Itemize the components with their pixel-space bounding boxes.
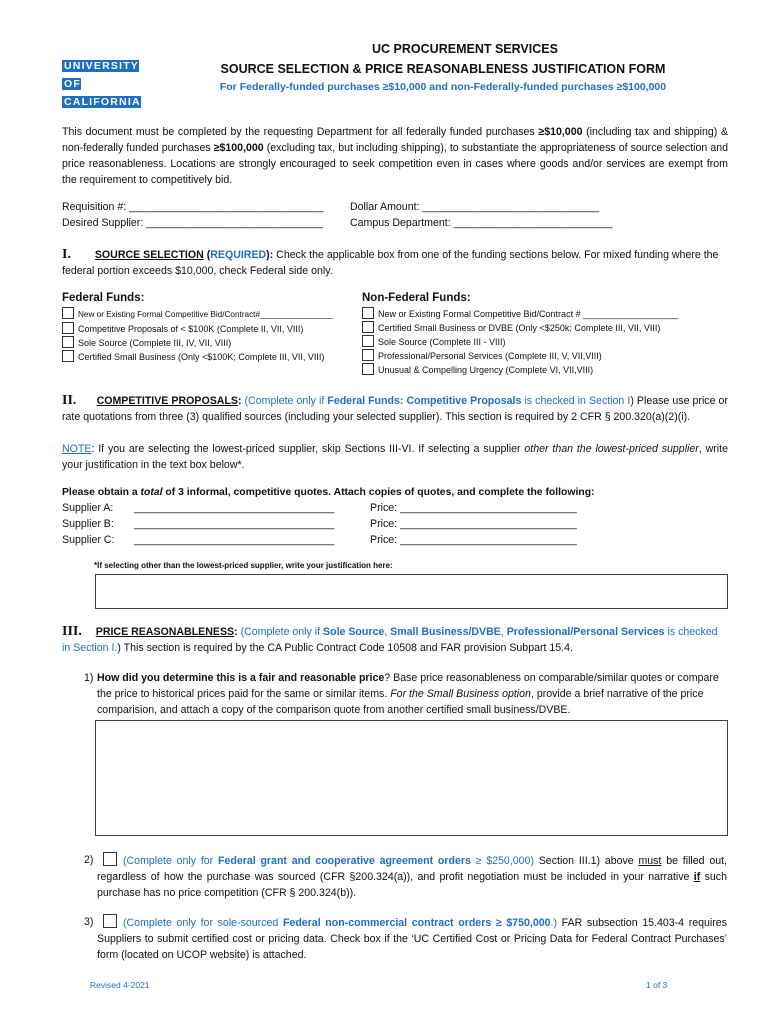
q2-text-e: be filled out, regardless of how the purchase was sourced (CFR §200.324(a)), and profit negotiation must be included in your narrative [97,855,728,883]
logo-line-2: OF [64,78,81,90]
supplier-b-field[interactable]: __________________________________ [134,518,335,530]
nonfederal-option-label: Sole Source (Complete III - VIII) [378,337,506,347]
nonfederal-option-label: Professional/Personal Services (Complete III, V, VII,VIII) [378,351,602,361]
federal-option-label: Certified Small Business (Only <$100K; Complete III, VII, VIII) [78,352,325,362]
section-3-cond-b: Sole Source [323,626,385,638]
section-2-heading [62,393,728,425]
q2-must: must [638,855,662,867]
q3-text-c: .) [550,917,558,929]
intro-threshold-nonfederal: ≥$100,000 [213,142,264,154]
supplier-a-field[interactable]: __________________________________ [134,502,335,514]
logo-line-1: UNIVERSITY [64,60,140,72]
nonfederal-option-urgency[interactable] [362,363,732,377]
section-1-text: Check the applicable box from one of the funding sections below. For mixed funding where the federal portion exceeds $10,000, check Federal side only. [62,249,719,277]
section-2-title: COMPETITIVE PROPOSALS [96,395,238,407]
q3-text-d: FAR subsection 15.403-4 requires Suppliers to submit certified cost or pricing data. Check box if the ‘UC Certified Cost or Pricing Data for Federal Contract Purchases’ form (located on UCOP website) is attached. [97,917,727,961]
supplier-a-label: Supplier A: [62,502,114,514]
section-1-heading [62,247,728,279]
note-text-c: , write your justification in the text box below*. [62,443,728,471]
requisition-field[interactable]: Requisition #: _________________________________ [62,201,324,213]
q2-text-d: Section III.1) above [533,855,639,867]
section-2-number: II. [62,393,77,408]
q1-bold: How did you determine this is a fair and reasonable price [97,672,385,684]
section-2-note [62,441,728,473]
q2-if: if [693,871,701,883]
nonfederal-option-label: New or Existing Formal Competitive Bid/Contract # ___________________ [378,309,679,319]
footer-revised: Revised 4-2021 [90,980,150,990]
q1-italic: For the Small Business option [390,688,531,700]
supplier-c-field[interactable]: __________________________________ [134,534,335,546]
section-1-required: REQUIRED [210,249,267,261]
federal-option-label: Competitive Proposals of < $100K (Complete II, VII, VIII) [78,324,304,334]
section-3-heading [62,624,728,656]
header-subtitle: For Federally-funded purchases ≥$10,000 and non-Federally-funded purchases ≥$100,000 [219,81,667,93]
header-title-2: SOURCE SELECTION & PRICE REASONABLENESS JUSTIFICATION FORM [220,62,666,76]
justification-text-box[interactable] [95,574,728,609]
checkbox-icon[interactable] [362,335,374,347]
section-1-title: SOURCE SELECTION [94,249,204,261]
obtain-text-c: of 3 informal, competitive quotes. Attach copies of quotes, and complete the following: [162,487,595,498]
price-reasonableness-text-box[interactable] [95,720,728,836]
federal-option-competitive-proposals[interactable] [62,322,362,336]
section-3-text: This section is required by the CA Public Contract Code 10508 and FAR provision Subpart 15.4. [120,642,573,654]
checkbox-icon[interactable] [62,336,74,348]
checkbox-icon[interactable] [62,307,74,319]
note-text-a: : If you are selecting the lowest-priced supplier, skip Sections III-VI. If selecting a supplier [91,443,525,455]
q1-number: 1) [84,672,94,684]
section-3-cond-d: Small Business/DVBE [390,626,501,638]
supplier-b-label: Supplier B: [62,518,114,530]
price-a-field[interactable]: Price: ______________________________ [370,502,577,514]
q1-text [97,670,727,718]
intro-paragraph [62,124,728,188]
intro-text-c: (including tax and shipping) & non-federally funded purchases [62,126,728,154]
nonfederal-option-formal-bid[interactable] [362,307,732,321]
section-2-colon: : [237,395,245,407]
section-3-cond-c: , [384,626,391,638]
q3-checkbox[interactable] [103,914,117,928]
intro-threshold-federal: ≥$10,000 [538,126,583,138]
q2-text-c: ≥ $250,000) [470,855,534,867]
dollar-amount-field[interactable]: Dollar Amount: ______________________________ [350,201,600,213]
obtain-text-a: Please obtain a [62,487,141,498]
section-1-number: I. [62,247,71,262]
q3-text-a: (Complete only for sole-sourced [123,917,283,929]
section-3-cond-f: Professional/Personal Services [506,626,665,638]
q2-number: 2) [84,854,94,866]
campus-department-field[interactable]: Campus Department: ___________________________ [350,217,613,229]
federal-option-label: New or Existing Formal Competitive Bid/Contract#________________ [78,310,333,319]
section-2-condition-a: (Complete only if [244,395,328,407]
federal-option-formal-bid[interactable] [62,307,362,322]
obtain-quotes-instruction [62,485,732,501]
section-3-colon: : [234,626,241,638]
nonfederal-funds-title: Non-Federal Funds: [362,292,471,304]
price-c-field[interactable]: Price: ______________________________ [370,534,577,546]
q2-checkbox[interactable] [103,852,117,866]
checkbox-icon[interactable] [362,307,374,319]
section-2-text: Please use price or rate quotations from three (3) qualified sources (including your selected supplier). This section is required by 2 CFR § 200.320(a)(2)(i). [62,395,728,423]
federal-funds-title: Federal Funds: [62,292,145,304]
section-3-number: III. [62,624,82,639]
section-1-close: ): [266,249,274,261]
note-text-b: other than the lowest-priced supplier [524,443,699,455]
q1-text-a: ? Base price reasonableness on comparable/similar quotes or compare the price to historical prices paid for the same or similar items. [97,672,719,700]
section-1-open: ( [203,249,211,261]
section-3-cond-e: , [500,626,507,638]
checkbox-icon[interactable] [62,322,74,334]
q3-text [97,914,727,963]
price-b-field[interactable]: Price: ______________________________ [370,518,577,530]
justification-note: *If selecting other than the lowest-priced supplier, write your justification here: [94,561,393,570]
federal-option-label: Sole Source (Complete III, IV, VII, VIII) [78,338,232,348]
section-2-condition-c: is checked in Section I [521,395,631,407]
section-3-cond-a: (Complete only if [240,626,324,638]
checkbox-icon[interactable] [362,363,374,375]
nonfederal-option-label: Certified Small Business or DVBE (Only <$250k; Complete III, VII, VIII) [378,323,661,333]
q2-text [97,852,727,901]
q1-text-b: , provide a brief narrative of the price comparision, and attach a copy of the comparison quote from another certified small business/DVBE. [97,688,704,716]
obtain-text-b: total [140,487,163,498]
q3-number: 3) [84,916,94,928]
q2-text-f: such purchase has no price competition (CFR § 200.324(b)). [97,871,727,899]
federal-option-sole-source[interactable] [62,336,362,350]
section-2-condition-b: Federal Funds: Competitive Proposals [327,395,522,407]
federal-funds-list [62,307,362,364]
q2-text-b: Federal grant and cooperative agreement orders [218,855,471,867]
supplier-c-label: Supplier C: [62,534,115,546]
intro-text-a: This document must be completed by the requesting Department for all federally funded purchases [62,126,539,138]
footer-page-number: 1 of 3 [646,980,668,990]
checkbox-icon[interactable] [362,321,374,333]
intro-text-e: (excluding tax, but including shipping), to substantiate the appropriateness of source selection and price reasonableness. Locations are strongly encouraged to seek competition even in cases where goods and/or services are exempt from the requirement to competitively bid. [62,142,728,186]
section-3-cond-h: ) [117,642,121,654]
federal-option-small-business[interactable] [62,350,362,364]
nonfederal-option-sole-source[interactable] [362,335,732,349]
checkbox-icon[interactable] [62,350,74,362]
q2-text-a: (Complete only for [123,855,218,867]
section-2-condition-d: ) [630,395,634,407]
nonfederal-funds-list [362,307,732,377]
note-label: NOTE [62,443,92,455]
nonfederal-option-professional[interactable] [362,349,732,363]
logo-line-3: CALIFORNIA [64,96,141,108]
header-title-1: UC PROCUREMENT SERVICES [372,42,558,56]
section-3-title: PRICE REASONABLENESS [95,626,235,638]
nonfederal-option-small-business[interactable] [362,321,732,335]
desired-supplier-field[interactable]: Desired Supplier: ______________________________ [62,217,323,229]
q3-text-b: Federal non-commercial contract orders ≥ $750,000 [282,917,551,929]
checkbox-icon[interactable] [362,349,374,361]
nonfederal-option-label: Unusual & Compelling Urgency (Complete VI, VII,VIII) [378,365,594,375]
section-3-cond-g: is checked in Section I. [62,626,718,654]
